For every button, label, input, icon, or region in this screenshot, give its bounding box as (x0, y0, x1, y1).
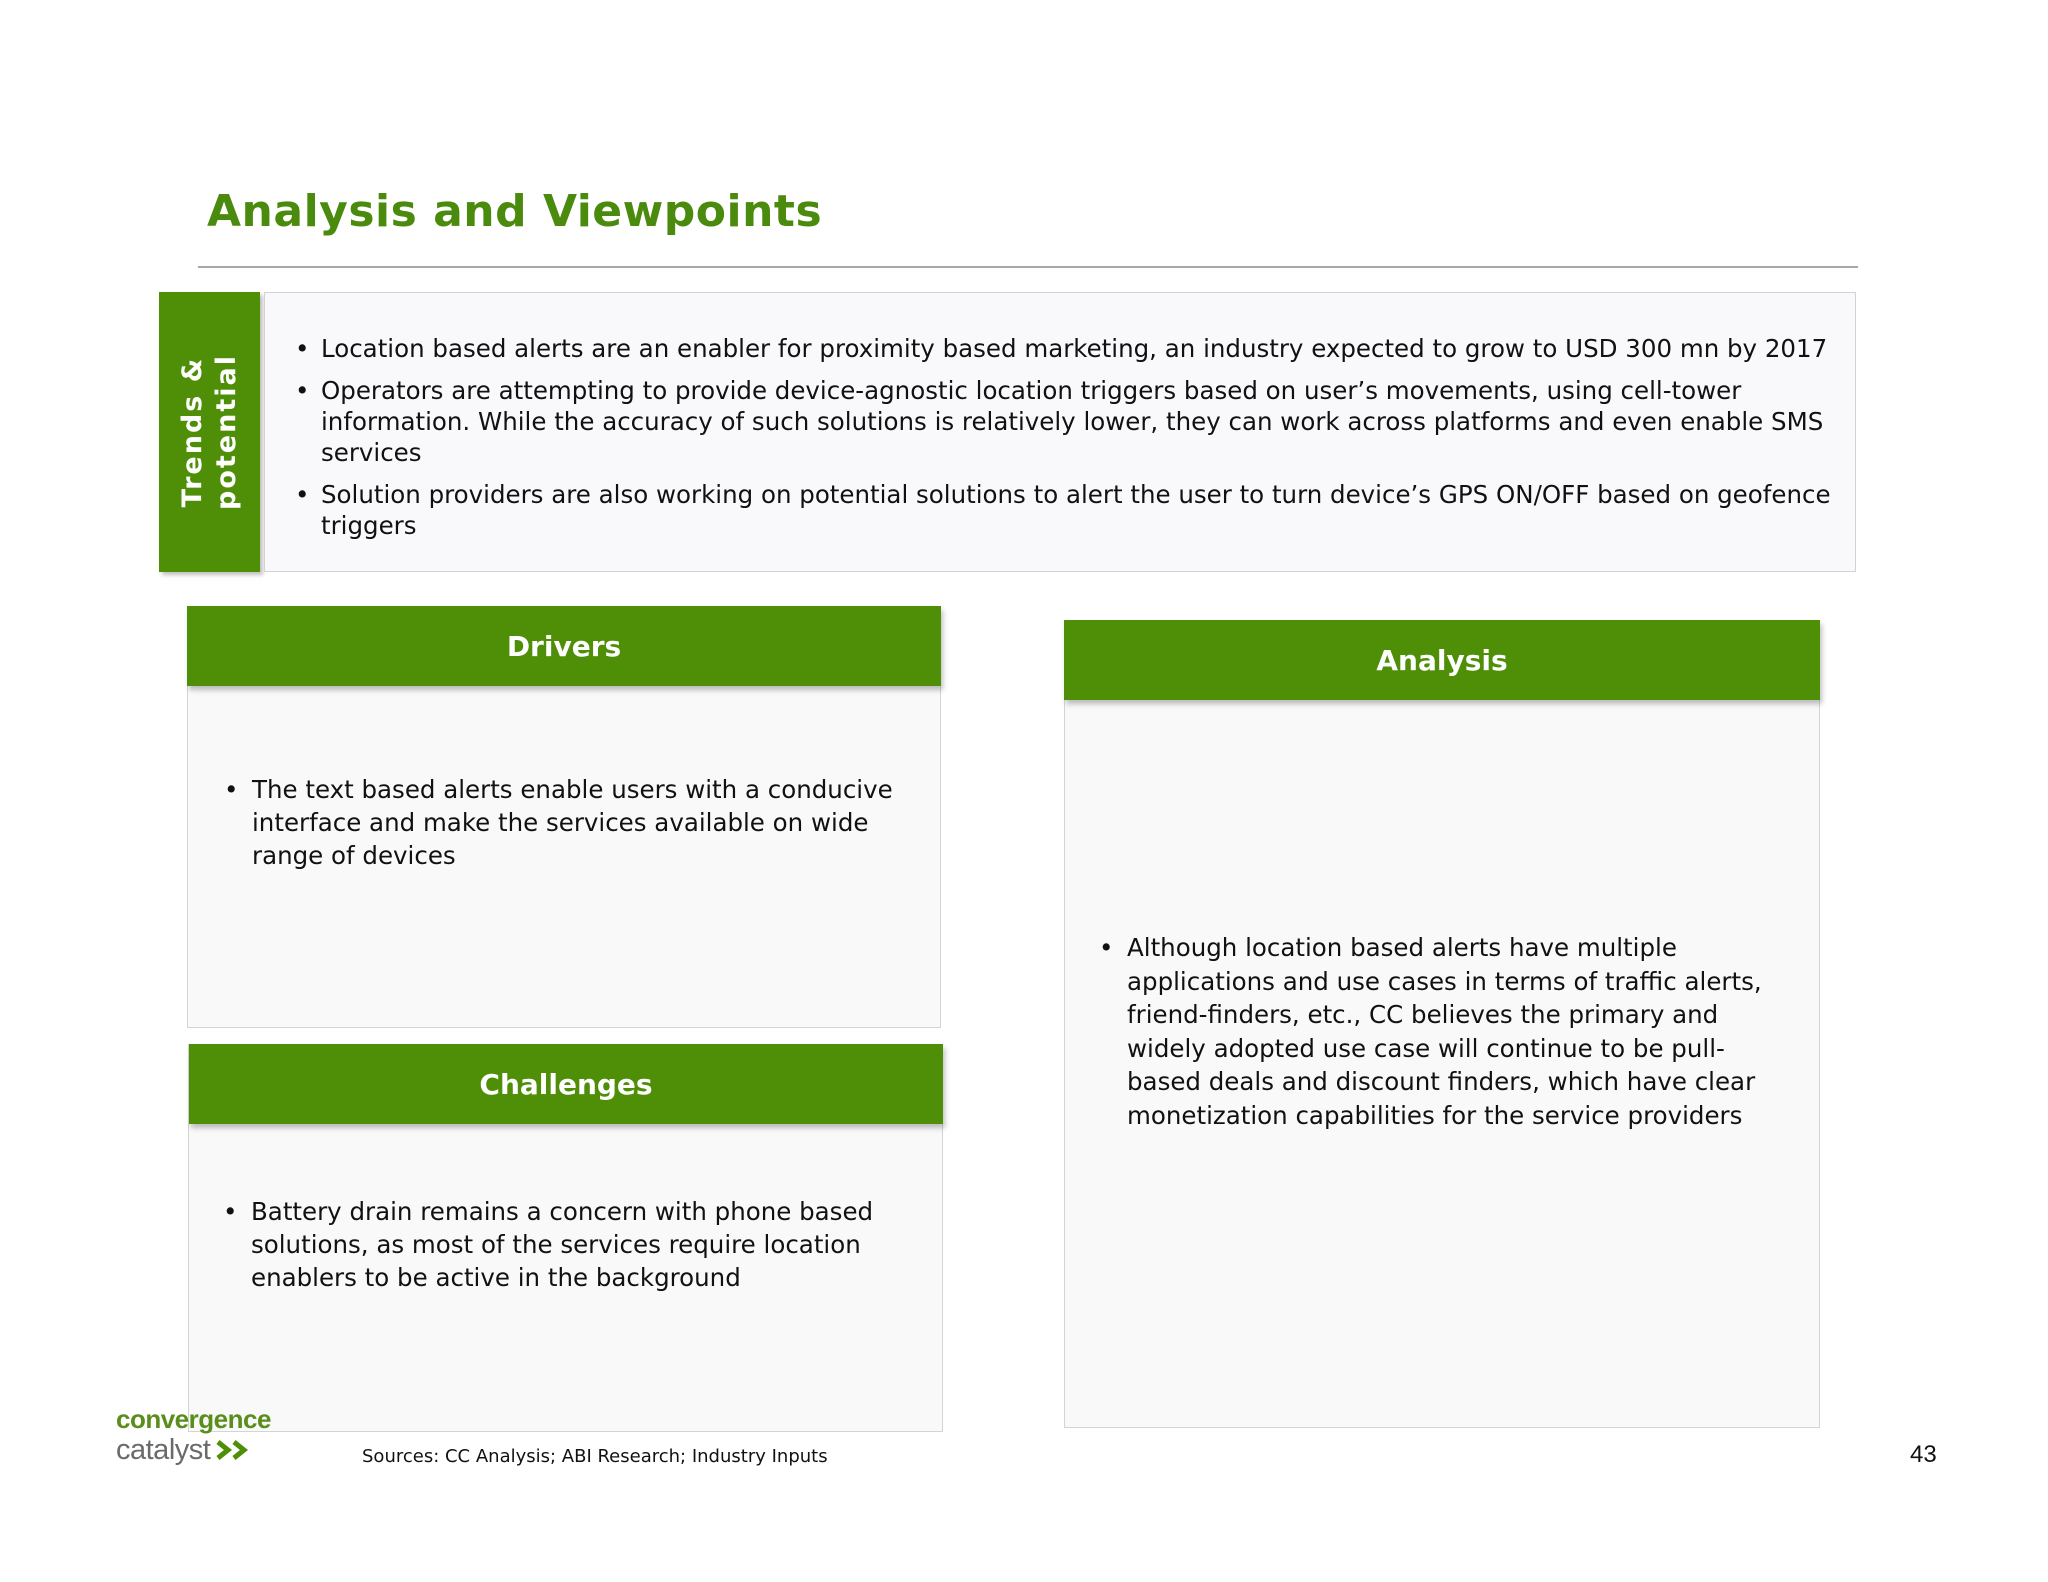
sources-note: Sources: CC Analysis; ABI Research; Industry Inputs (362, 1446, 828, 1467)
logo-wordmark-text: catalyst (116, 1434, 211, 1466)
trends-list (291, 333, 1841, 552)
trends-box (264, 292, 1856, 572)
drivers-header: Drivers (187, 606, 941, 686)
challenges-list (219, 1195, 909, 1294)
driver-text: The text based alerts enable users with a conducive interface and make the services available on wide range of devices (252, 775, 893, 870)
bullet-icon: • (295, 334, 310, 363)
drivers-list (220, 773, 900, 872)
list-item (291, 479, 1841, 541)
bullet-icon: • (295, 480, 310, 509)
list-item (219, 1195, 909, 1294)
challenge-text: Battery drain remains a concern with phone based solutions, as most of the services require location enablers to be active in the background (251, 1197, 874, 1292)
logo-wordmark-top: convergence (116, 1404, 271, 1434)
list-item (291, 375, 1841, 468)
bullet-icon: • (1099, 933, 1114, 962)
list-item (291, 333, 1841, 364)
list-item (1095, 931, 1785, 1132)
list-item (220, 773, 900, 872)
analysis-panel (1064, 620, 1820, 1428)
bullet-icon: • (295, 376, 310, 405)
challenges-header: Challenges (189, 1044, 943, 1124)
analysis-header: Analysis (1064, 620, 1820, 700)
trends-tab-label: Trends & potential (176, 354, 242, 510)
trends-tab (159, 292, 260, 572)
title-divider (198, 266, 1858, 268)
chevrons-icon (216, 1439, 256, 1461)
page-number: 43 (1910, 1441, 1937, 1468)
trend-text: Location based alerts are an enabler for proximity based marketing, an industry expected to grow to USD 300 mn by 2017 (321, 334, 1828, 363)
analysis-list (1095, 931, 1785, 1132)
trend-text: Solution providers are also working on potential solutions to alert the user to turn device’s GPS ON/OFF based on geofence triggers (321, 480, 1831, 540)
bullet-icon: • (223, 1197, 238, 1226)
company-logo (116, 1404, 286, 1474)
logo-wordmark-bottom (116, 1434, 256, 1466)
bullet-icon: • (224, 775, 239, 804)
page-title: Analysis and Viewpoints (207, 186, 823, 237)
trend-text: Operators are attempting to provide device-agnostic location triggers based on user’s movements, using cell-tower information. While the accuracy of such solutions is relatively lower, they can work across platforms and even enable SMS services (321, 376, 1824, 467)
analysis-text: Although location based alerts have multiple applications and use cases in terms of traffic alerts, friend-finders, etc., CC believes the primary and widely adopted use case will continue to be pull-based deals and discount finders, which have clear monetization capabilities for the service providers (1127, 933, 1762, 1130)
